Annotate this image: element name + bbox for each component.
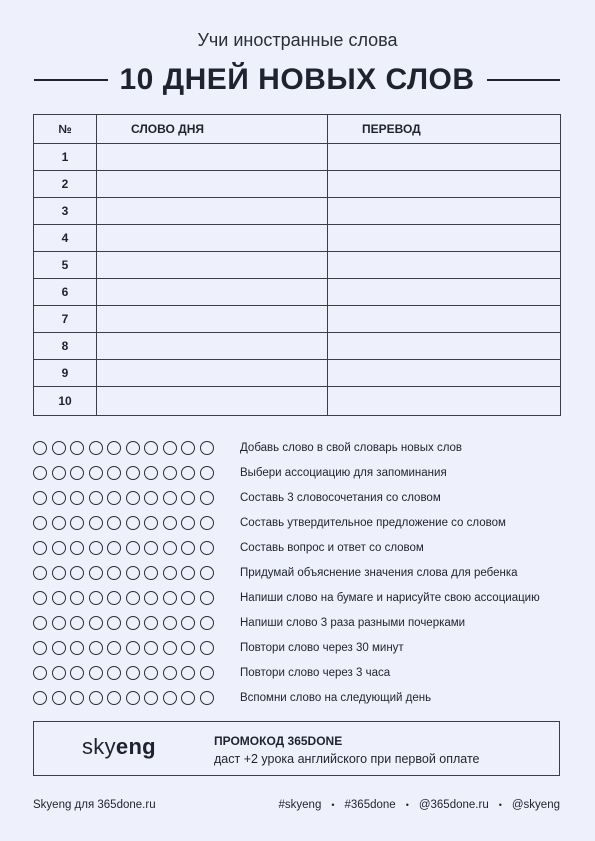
- word-cell[interactable]: [97, 198, 328, 225]
- day-checkbox[interactable]: [181, 466, 195, 480]
- checklist-row: [33, 685, 573, 710]
- day-checkbox[interactable]: [181, 491, 195, 505]
- row-number: 1: [34, 144, 97, 171]
- words-table: [33, 114, 561, 416]
- footer-link[interactable]: @skyeng: [511, 799, 560, 811]
- day-checkbox[interactable]: [89, 666, 103, 680]
- checklist-row: [33, 510, 573, 535]
- day-checkbox[interactable]: [107, 666, 121, 680]
- day-checkbox[interactable]: [107, 466, 121, 480]
- day-checkbox[interactable]: [52, 466, 66, 480]
- row-number: 10: [34, 387, 97, 416]
- day-checkbox[interactable]: [89, 641, 103, 655]
- day-checkbox[interactable]: [163, 691, 177, 705]
- day-checkbox[interactable]: [107, 616, 121, 630]
- word-cell[interactable]: [97, 387, 328, 416]
- table-row: [34, 252, 561, 279]
- day-checkbox[interactable]: [52, 616, 66, 630]
- separator-dot: •: [405, 800, 409, 810]
- day-checkbox[interactable]: [89, 591, 103, 605]
- title-row: [34, 62, 560, 98]
- row-number: 6: [34, 279, 97, 306]
- word-cell[interactable]: [97, 171, 328, 198]
- day-checkbox[interactable]: [144, 491, 158, 505]
- day-checkbox[interactable]: [181, 641, 195, 655]
- checkbox-group: [33, 466, 235, 480]
- checklist-row: [33, 660, 573, 685]
- promo-code: ПРОМОКОД 365DONE: [214, 734, 343, 748]
- day-checkbox[interactable]: [144, 541, 158, 555]
- table-row: [34, 306, 561, 333]
- footer: [33, 796, 560, 814]
- separator-dot: •: [331, 800, 335, 810]
- day-checkbox[interactable]: [70, 666, 84, 680]
- day-checkbox[interactable]: [52, 566, 66, 580]
- day-checkbox[interactable]: [33, 566, 47, 580]
- day-checkbox[interactable]: [200, 666, 214, 680]
- day-checkbox[interactable]: [70, 641, 84, 655]
- day-checkbox[interactable]: [144, 616, 158, 630]
- day-checkbox[interactable]: [33, 516, 47, 530]
- day-checkbox[interactable]: [107, 491, 121, 505]
- day-checkbox[interactable]: [33, 491, 47, 505]
- day-checkbox[interactable]: [144, 441, 158, 455]
- translation-cell[interactable]: [328, 171, 561, 198]
- checklist-row: [33, 560, 573, 585]
- day-checkbox[interactable]: [163, 541, 177, 555]
- row-number: 9: [34, 360, 97, 387]
- day-checkbox[interactable]: [163, 591, 177, 605]
- day-checkbox[interactable]: [126, 441, 140, 455]
- task-label: Составь вопрос и ответ со словом: [240, 541, 424, 554]
- day-checkbox[interactable]: [89, 491, 103, 505]
- day-checkbox[interactable]: [181, 441, 195, 455]
- row-number: 5: [34, 252, 97, 279]
- checkbox-group: [33, 491, 235, 505]
- day-checkbox[interactable]: [144, 566, 158, 580]
- day-checkbox[interactable]: [70, 491, 84, 505]
- day-checkbox[interactable]: [107, 691, 121, 705]
- day-checkbox[interactable]: [52, 541, 66, 555]
- day-checkbox[interactable]: [33, 666, 47, 680]
- checklist-row: [33, 635, 573, 660]
- day-checkbox[interactable]: [89, 541, 103, 555]
- day-checkbox[interactable]: [181, 616, 195, 630]
- row-number: 3: [34, 198, 97, 225]
- checklist-row: [33, 585, 573, 610]
- checkbox-group: [33, 566, 235, 580]
- checklist-row: [33, 460, 573, 485]
- day-checkbox[interactable]: [52, 516, 66, 530]
- translation-cell[interactable]: [328, 198, 561, 225]
- day-checkbox[interactable]: [126, 616, 140, 630]
- translation-cell[interactable]: [328, 279, 561, 306]
- footer-link[interactable]: @365done.ru: [418, 799, 489, 811]
- day-checkbox[interactable]: [33, 616, 47, 630]
- checkbox-group: [33, 691, 235, 705]
- day-checkbox[interactable]: [52, 666, 66, 680]
- day-checkbox[interactable]: [126, 691, 140, 705]
- day-checkbox[interactable]: [181, 591, 195, 605]
- translation-cell[interactable]: [328, 252, 561, 279]
- row-number: 2: [34, 171, 97, 198]
- day-checkbox[interactable]: [89, 516, 103, 530]
- day-checkbox[interactable]: [181, 516, 195, 530]
- day-checkbox[interactable]: [70, 516, 84, 530]
- word-cell[interactable]: [97, 279, 328, 306]
- day-checkbox[interactable]: [126, 491, 140, 505]
- checklist-row: [33, 435, 573, 460]
- day-checkbox[interactable]: [163, 441, 177, 455]
- day-checkbox[interactable]: [200, 641, 214, 655]
- day-checkbox[interactable]: [200, 516, 214, 530]
- day-checkbox[interactable]: [126, 541, 140, 555]
- translation-cell[interactable]: [328, 333, 561, 360]
- task-label: Выбери ассоциацию для запоминания: [240, 466, 447, 479]
- row-number: 4: [34, 225, 97, 252]
- day-checkbox[interactable]: [33, 691, 47, 705]
- day-checkbox[interactable]: [200, 566, 214, 580]
- word-cell[interactable]: [97, 333, 328, 360]
- table-row: [34, 171, 561, 198]
- day-checkbox[interactable]: [144, 641, 158, 655]
- day-checkbox[interactable]: [52, 641, 66, 655]
- day-checkbox[interactable]: [89, 466, 103, 480]
- day-checkbox[interactable]: [89, 566, 103, 580]
- subtitle: Учи иностранные слова: [197, 30, 398, 50]
- task-label: Повтори слово через 30 минут: [240, 641, 404, 654]
- day-checkbox[interactable]: [33, 591, 47, 605]
- day-checkbox[interactable]: [144, 466, 158, 480]
- day-checkbox[interactable]: [163, 466, 177, 480]
- separator-dot: •: [498, 800, 502, 810]
- row-number: 8: [34, 333, 97, 360]
- checkbox-group: [33, 666, 235, 680]
- table-row: [34, 387, 561, 416]
- table-header-row: [34, 115, 561, 144]
- checkbox-group: [33, 591, 235, 605]
- word-cell[interactable]: [97, 144, 328, 171]
- day-checkbox[interactable]: [181, 691, 195, 705]
- day-checkbox[interactable]: [144, 516, 158, 530]
- day-checkbox[interactable]: [70, 541, 84, 555]
- day-checkbox[interactable]: [33, 441, 47, 455]
- day-checkbox[interactable]: [70, 466, 84, 480]
- skyeng-logo: skyeng: [82, 734, 156, 759]
- task-label: Придумай объяснение значения слова для ребенка: [240, 566, 518, 579]
- day-checkbox[interactable]: [52, 441, 66, 455]
- checkbox-group: [33, 441, 235, 455]
- task-label: Напиши слово 3 раза разными почерками: [240, 616, 466, 629]
- day-checkbox[interactable]: [70, 591, 84, 605]
- day-checkbox[interactable]: [126, 566, 140, 580]
- checklist-row: [33, 610, 573, 635]
- day-checkbox[interactable]: [89, 441, 103, 455]
- day-checkbox[interactable]: [89, 616, 103, 630]
- table-row: [34, 333, 561, 360]
- task-label: Составь 3 словосочетания со словом: [240, 491, 441, 504]
- day-checkbox[interactable]: [200, 691, 214, 705]
- day-checkbox[interactable]: [163, 641, 177, 655]
- footer-source: Skyeng для 365done.ru: [33, 799, 156, 811]
- day-checkbox[interactable]: [200, 616, 214, 630]
- day-checkbox[interactable]: [200, 591, 214, 605]
- day-checkbox[interactable]: [163, 616, 177, 630]
- day-checkbox[interactable]: [33, 466, 47, 480]
- checklist-row: [33, 485, 573, 510]
- day-checkbox[interactable]: [52, 491, 66, 505]
- row-number: 7: [34, 306, 97, 333]
- day-checkbox[interactable]: [70, 691, 84, 705]
- table-row: [34, 360, 561, 387]
- promo-box: [33, 721, 560, 776]
- footer-link[interactable]: #365done: [344, 799, 396, 811]
- day-checkbox[interactable]: [126, 666, 140, 680]
- table-row: [34, 144, 561, 171]
- translation-cell[interactable]: [328, 360, 561, 387]
- day-checkbox[interactable]: [200, 541, 214, 555]
- day-checkbox[interactable]: [144, 591, 158, 605]
- task-label: Напиши слово на бумаге и нарисуйте свою ассоциацию: [240, 591, 540, 604]
- day-checkbox[interactable]: [107, 591, 121, 605]
- header-translation: ПЕРЕВОД: [328, 115, 561, 144]
- word-cell[interactable]: [97, 306, 328, 333]
- checkbox-group: [33, 541, 235, 555]
- task-label: Вспомни слово на следующий день: [240, 691, 432, 704]
- promo-description: даст +2 урока английского при первой оплате: [214, 752, 480, 766]
- word-cell[interactable]: [97, 252, 328, 279]
- day-checkbox[interactable]: [181, 541, 195, 555]
- day-checkbox[interactable]: [163, 491, 177, 505]
- word-cell[interactable]: [97, 360, 328, 387]
- checkbox-group: [33, 641, 235, 655]
- day-checkbox[interactable]: [144, 691, 158, 705]
- day-checkbox[interactable]: [126, 641, 140, 655]
- task-label: Составь утвердительное предложение со словом: [240, 516, 506, 529]
- day-checkbox[interactable]: [181, 666, 195, 680]
- translation-cell[interactable]: [328, 225, 561, 252]
- day-checkbox[interactable]: [70, 616, 84, 630]
- day-checkbox[interactable]: [126, 516, 140, 530]
- day-checkbox[interactable]: [200, 491, 214, 505]
- task-label: Повтори слово через 3 часа: [240, 666, 391, 679]
- day-checkbox[interactable]: [163, 566, 177, 580]
- day-checkbox[interactable]: [107, 541, 121, 555]
- translation-cell[interactable]: [328, 306, 561, 333]
- day-checkbox[interactable]: [33, 541, 47, 555]
- day-checkbox[interactable]: [89, 691, 103, 705]
- day-checkbox[interactable]: [163, 666, 177, 680]
- checkbox-group: [33, 516, 235, 530]
- header-number: №: [34, 115, 97, 144]
- checklist-row: [33, 535, 573, 560]
- day-checkbox[interactable]: [52, 591, 66, 605]
- word-cell[interactable]: [97, 225, 328, 252]
- translation-cell[interactable]: [328, 144, 561, 171]
- day-checkbox[interactable]: [52, 691, 66, 705]
- checkbox-group: [33, 616, 235, 630]
- table-row: [34, 279, 561, 306]
- title-rule-left: [34, 79, 108, 81]
- checklist: [33, 435, 573, 710]
- header-word-of-day: СЛОВО ДНЯ: [97, 115, 328, 144]
- day-checkbox[interactable]: [163, 516, 177, 530]
- footer-links: [279, 799, 560, 811]
- day-checkbox[interactable]: [181, 566, 195, 580]
- day-checkbox[interactable]: [144, 666, 158, 680]
- table-row: [34, 198, 561, 225]
- day-checkbox[interactable]: [126, 466, 140, 480]
- translation-cell[interactable]: [328, 387, 561, 416]
- day-checkbox[interactable]: [70, 441, 84, 455]
- day-checkbox[interactable]: [107, 641, 121, 655]
- day-checkbox[interactable]: [107, 516, 121, 530]
- day-checkbox[interactable]: [107, 566, 121, 580]
- day-checkbox[interactable]: [70, 566, 84, 580]
- day-checkbox[interactable]: [200, 466, 214, 480]
- day-checkbox[interactable]: [126, 591, 140, 605]
- page-title: 10 ДНЕЙ НОВЫХ СЛОВ: [119, 63, 475, 96]
- task-label: Добавь слово в свой словарь новых слов: [240, 441, 463, 454]
- footer-link[interactable]: #skyeng: [278, 799, 322, 811]
- day-checkbox[interactable]: [107, 441, 121, 455]
- day-checkbox[interactable]: [200, 441, 214, 455]
- table-row: [34, 225, 561, 252]
- day-checkbox[interactable]: [33, 641, 47, 655]
- title-rule-right: [487, 79, 561, 81]
